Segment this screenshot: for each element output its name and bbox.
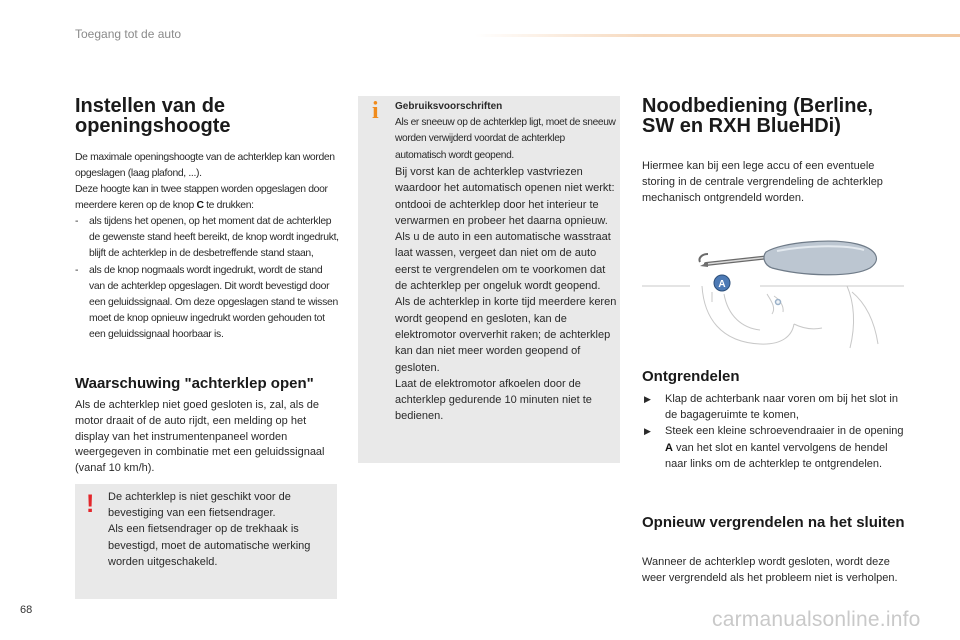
info-paragraph: Bij vorst kan de achterklep vastvriezen waardoor het automatisch openen niet werkt: ontdooi de achterklep door het interieur te verwarmen en probeer het daarna opnieuw. <box>395 166 615 227</box>
triangle-bullet-icon: ▶ <box>644 426 651 437</box>
opening-height-intro-2 <box>75 182 340 214</box>
alert-line-1: De achterklep is niet geschikt voor de bevestiging van een fietsendrager. <box>108 491 291 520</box>
usage-instructions-title: Gebruiksvoorschriften <box>395 101 503 112</box>
step-text: als de knop nogmaals wordt ingedrukt, wordt de stand van de achterklep opgeslagen. Dit wordt bevestigd door een geluidssignaal. Om deze opgeslagen stand te wissen moet de knop opnieuw ingedrukt worden gehouden tot een geluidssignaal hoorbaar is. <box>89 264 338 341</box>
header-accent-bar <box>475 34 960 37</box>
usage-instructions-box <box>358 96 620 463</box>
list-item <box>75 214 340 263</box>
list-item <box>642 391 907 423</box>
unlock-title: Ontgrendelen <box>642 368 740 385</box>
tailgate-open-warning-title: Waarschuwing "achterklep open" <box>75 375 314 392</box>
opening-height-intro-1: De maximale openingshoogte van de achterklep kan worden opgeslagen (laag plafond, ...). <box>75 152 335 179</box>
dash-bullet: - <box>75 264 79 276</box>
list-item <box>642 423 907 472</box>
info-icon: i <box>372 98 379 124</box>
triangle-bullet-icon: ▶ <box>644 394 651 404</box>
opening-height-steps <box>75 214 340 344</box>
emergency-control-intro: Hiermee kan bij een lege accu of een eventuele storing in de centrale vergrendeling de achterklep mechanisch ontgrendeld worden. <box>642 160 883 205</box>
opening-a-label: A <box>665 441 673 454</box>
marker-a-label: A <box>718 279 726 290</box>
list-item <box>75 263 340 344</box>
alert-text <box>108 489 330 570</box>
info-paragraph: Als de achterklep in korte tijd meerdere keren wordt geopend en gesloten, kan de elektromotor oververhit raken; de achterklep kan dan niet meer worden geopend of gesloten. <box>395 296 617 374</box>
page-number: 68 <box>20 604 33 616</box>
info-paragraph: Laat de elektromotor afkoelen door de achterklep gedurende 10 minuten niet te bedienen. <box>395 377 592 423</box>
watermark: carmanualsonline.info <box>712 608 921 631</box>
usage-instructions-body <box>395 164 617 425</box>
opening-height-section <box>75 96 340 344</box>
button-c-label: C <box>196 200 204 211</box>
opening-height-title: Instellen van de openingshoogte <box>75 95 231 137</box>
dash-bullet: - <box>75 216 79 227</box>
unlock-step-tail: van het slot en kantel vervolgens de hendel naar links om de achterklep te ontgrendelen. <box>665 441 888 470</box>
alert-line-2: Als een fietsendrager op de trekhaak is bevestigd, moet de automatische werking worden uitgeschakeld. <box>108 523 311 568</box>
screwdriver-lock-illustration <box>642 232 904 356</box>
tailgate-open-warning-text: Als de achterklep niet goed gesloten is, zal, als de motor draait of de auto rijdt, een melding op het display van het instrumentenpaneel worden weergegeven in combinatie met een geluidssignaal (vanaf 10 km/h). <box>75 399 325 475</box>
exclamation-icon: ! <box>86 490 95 518</box>
usage-instructions-lead: Als er sneeuw op de achterklep ligt, moet de sneeuw worden verwijderd voordat de achterklep automatisch wordt geopend. <box>395 117 616 161</box>
relock-title: Opnieuw vergrendelen na het sluiten <box>642 514 905 531</box>
relock-text: Wanneer de achterklep wordt gesloten, wordt deze weer vergrendeld als het probleem niet is verholpen. <box>642 556 898 585</box>
section-title: Toegang tot de auto <box>75 27 182 41</box>
unlock-step-text: Steek een kleine schroevendraaier in de opening <box>665 425 904 438</box>
info-paragraph: Als u de auto in een automatische wasstraat laat wassen, vergeet dan niet om de auto eerst te vergrendelen om te voorkomen dat de achterklep per ongeluk wordt geopend. <box>395 231 611 293</box>
bike-carrier-alert <box>75 484 337 599</box>
unlock-step-text: Klap de achterbank naar voren om bij het slot in de bagageruimte te komen, <box>665 393 898 422</box>
step-text: als tijdens het openen, op het moment dat de achterklep de gewenste stand heeft bereikt, de knop wordt ingedrukt, blijft de achterklep in de desbetreffende stand staan, <box>89 216 339 260</box>
intro-2-text: Deze hoogte kan in twee stappen worden opgeslagen door meerdere keren op de knop <box>75 184 328 211</box>
intro-2-tail: te drukken: <box>203 200 254 211</box>
emergency-control-title: Noodbediening (Berline, SW en RXH BlueHDi) <box>642 95 874 137</box>
unlock-steps <box>642 391 907 472</box>
